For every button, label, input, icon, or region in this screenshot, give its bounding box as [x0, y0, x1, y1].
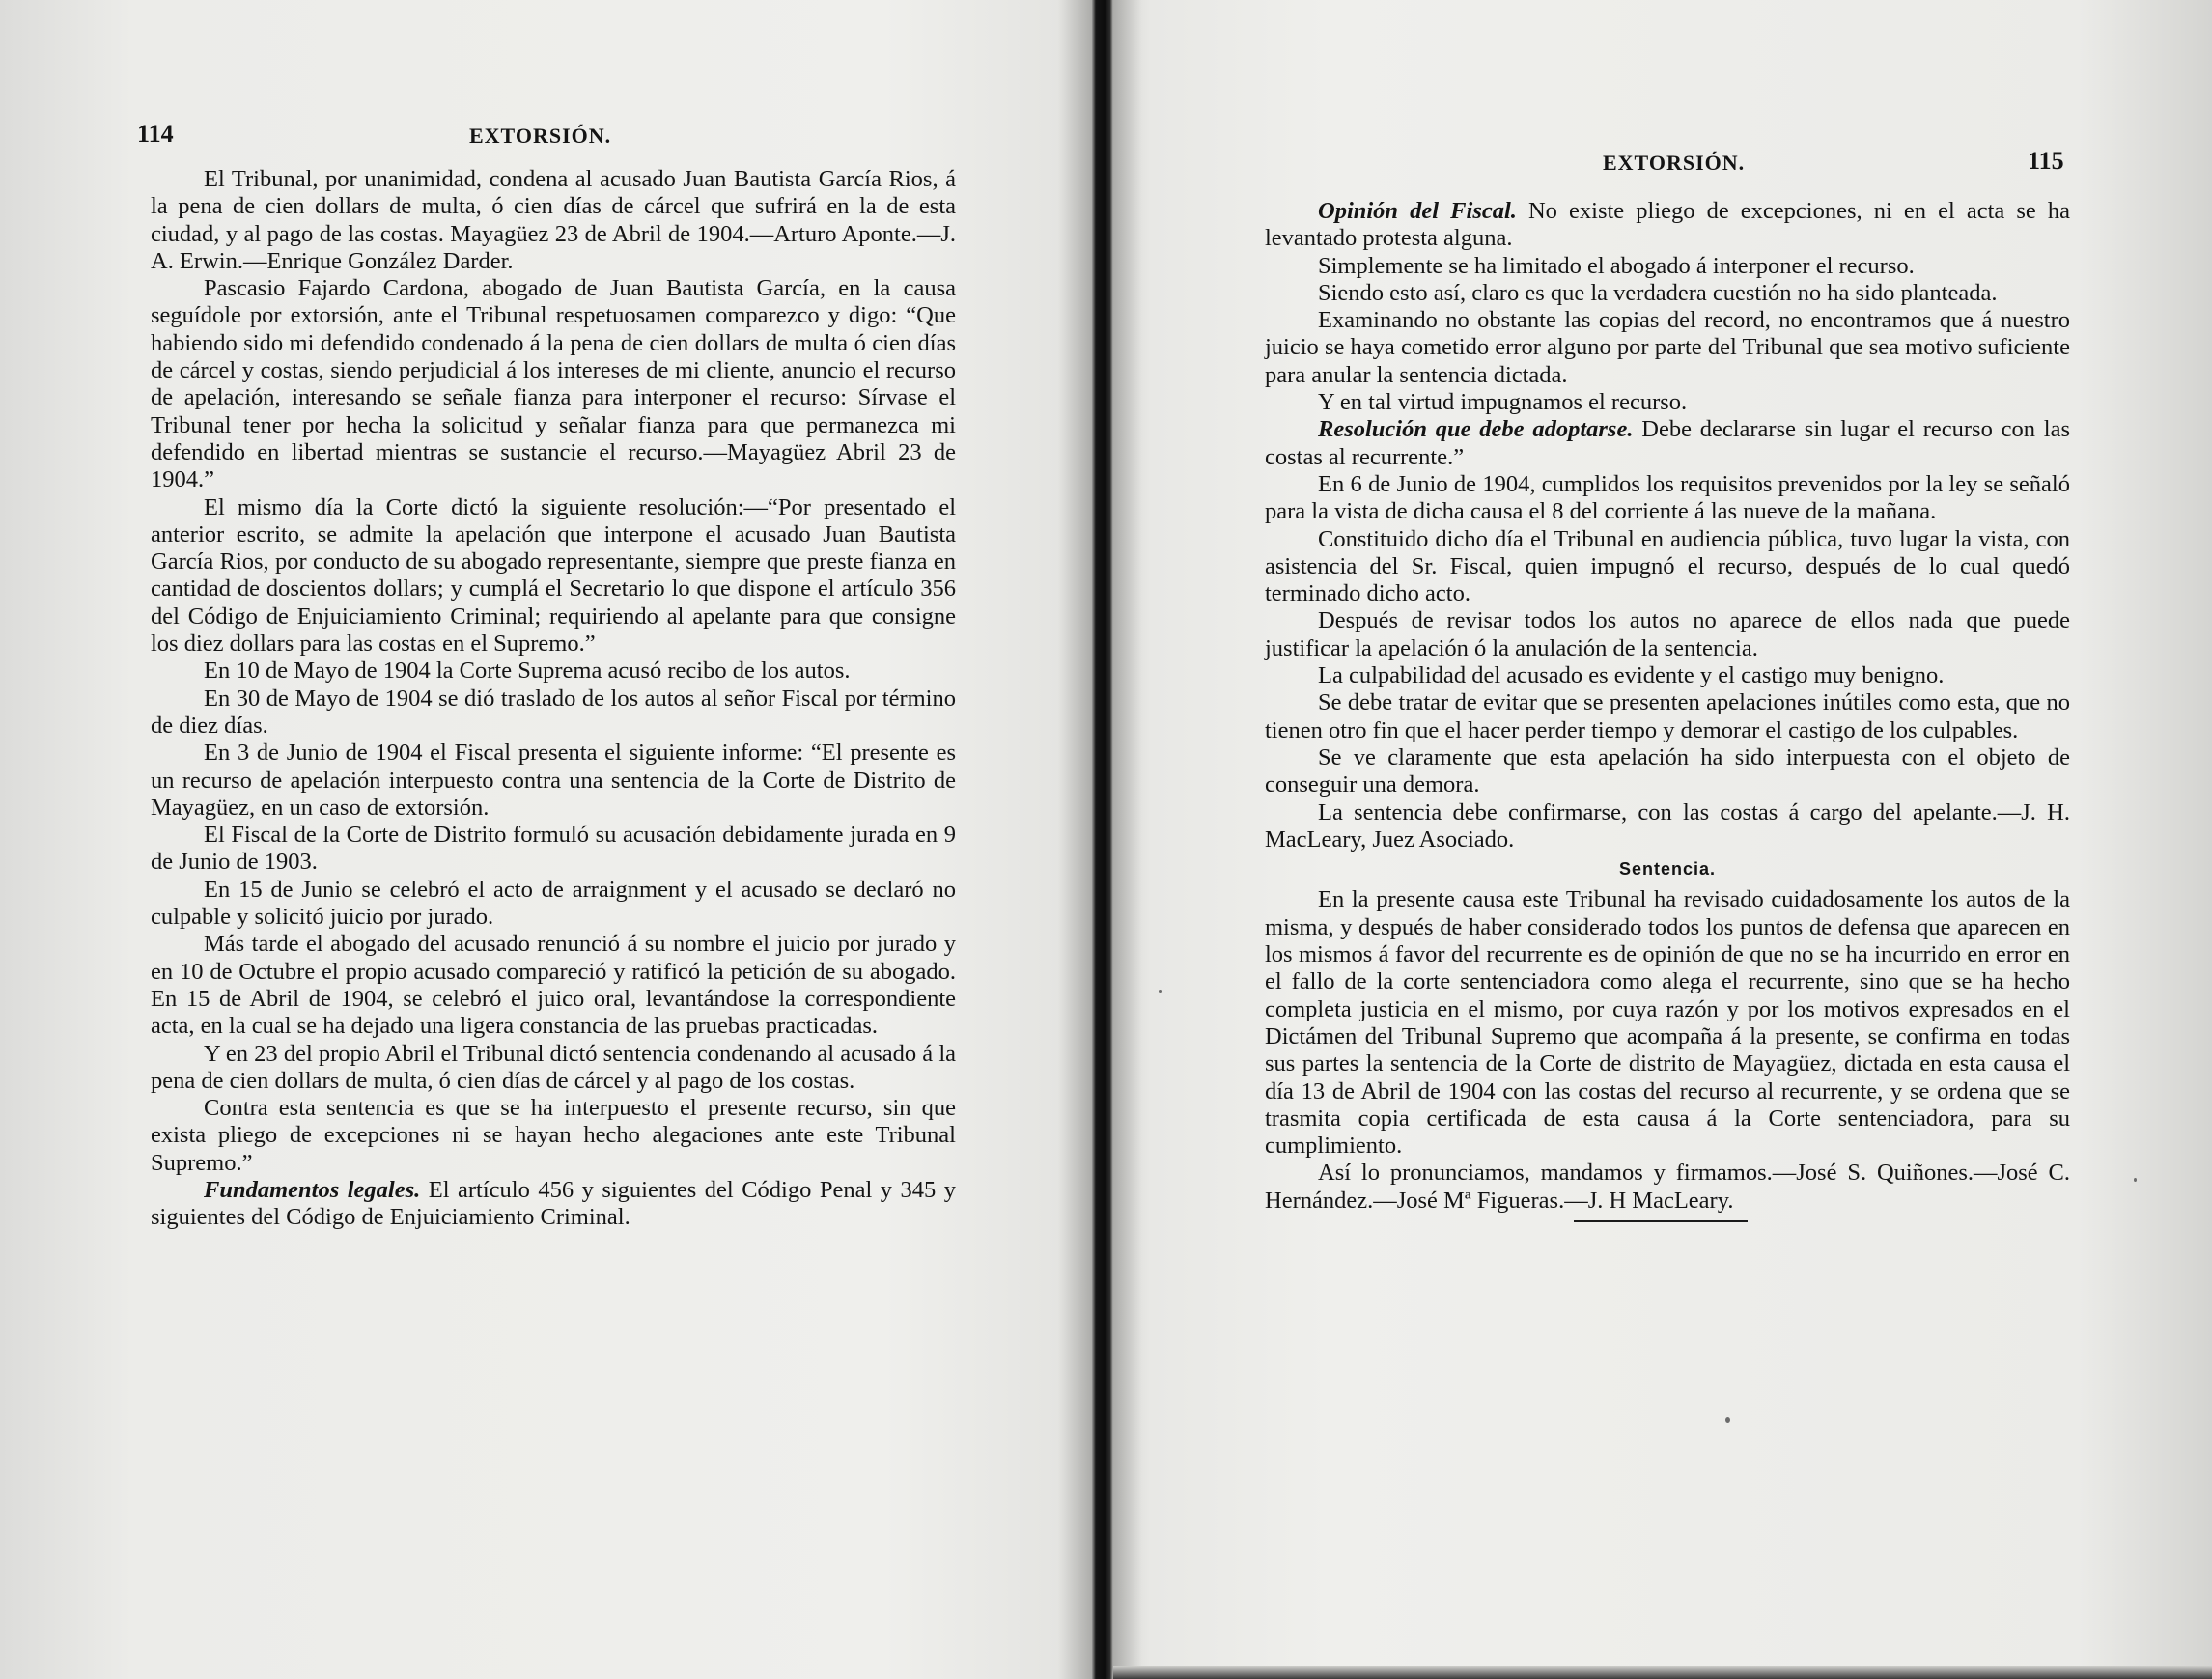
resolucion-paragraph — [1265, 416, 2070, 471]
opinion-paragraph — [1265, 198, 2070, 253]
left-paragraph: Pascasio Fajardo Cardona, abogado de Juan Bautista García, en la causa seguídole por extorsión, ante el Tribunal respetuosamen comparezco y digo: “Que habiendo sido mi defendido condenado á la pena de cien dollars de multa ó cien días de cárcel y costas, siendo perjudicial á los intereses de mi cliente, anuncio el recurso de apelación, interesando se señale fianza para interponer el recurso: Sírvase el Tribunal tener por hecha la solicitud y señalar fianza para que permanezca mi defendido en libertad mientras se sustancie el recurso.—Mayagüez Abril 23 de 1904.” — [151, 275, 956, 493]
right-paragraph: Después de revisar todos los autos no aparece de ellos nada que puede justificar la apelación ó la anulación de la sentencia. — [1265, 607, 2070, 661]
resolucion-label: Resolución que debe adoptarse. — [1318, 416, 1634, 443]
opinion-text: No existe pliego de excepciones, ni en el acta se ha levantado protesta alguna. — [1265, 198, 2070, 252]
right-text-block — [1265, 198, 2070, 1222]
left-paragraph: En 30 de Mayo de 1904 se dió traslado de los autos al señor Fiscal por término de diez días. — [151, 685, 956, 739]
book-gutter — [1092, 0, 1113, 1679]
left-paragraph: En 3 de Junio de 1904 el Fiscal presenta el siguiente informe: “El presente es un recurso de apelación interpuesto contra una sentencia de la Corte de Distrito de Mayagüez, en un caso de extorsión. — [151, 740, 956, 821]
right-paragraph: La sentencia debe confirmarse, con las costas á cargo del apelante.—J. H. MacLeary, Juez Asociado. — [1265, 798, 2070, 853]
opinion-label: Opinión del Fiscal. — [1318, 198, 1517, 224]
right-paragraph: Examinando no obstante las copias del record, no encontramos que á nuestro juicio se haya cometido error alguno por parte del Tribunal que sea motivo suficiente para anular la sentencia dictada. — [1265, 307, 2070, 388]
left-paragraph: El Tribunal, por unanimidad, condena al acusado Juan Bautista García Rios, á la pena de cien dollars de multa, ó cien días de cárcel que sufrirá en la de esta ciudad, y al pago de las costas. Mayagüez 23 de Abril de 1904.—Arturo Aponte.—J. A. Erwin.—Enrique González Darder. — [151, 166, 956, 274]
left-paragraph: En 10 de Mayo de 1904 la Corte Suprema acusó recibo de los autos. — [204, 658, 851, 685]
scan-speck — [2134, 1178, 2137, 1182]
right-paragraph: Se ve claramente que esta apelación ha sido interpuesta con el objeto de conseguir una demora. — [1265, 743, 2070, 798]
page-bottom-edge — [1113, 1666, 2212, 1679]
scan-speck — [1725, 1417, 1730, 1423]
right-paragraph: En la presente causa este Tribunal ha revisado cuidadosamente los autos de la misma, y después de haber considerado todos los puntos de defensa que aparecen en los mismos á favor del recurrente es de opinión de que no se ha incurrido en error en el fallo de la corte sentenciadora como alega el recurrente, sino que se ha hecho completa justicia en el mismo, por cuya razón y por los motivos expresados en el Dictámen del Tribunal Supremo que acompaña á la presente, se confirma en todas sus partes la sentencia de la Corte de distrito de Mayagüez, dictada en esta causa el día 13 de Abril de 1904 con las costas del recurso al recurrente, y se ordena que se trasmita copia certificada de esta causa á la Corte sentenciadora, para su cumplimiento. — [1265, 886, 2070, 1160]
right-paragraph: La culpabilidad del acusado es evidente y el castigo muy benigno. — [1318, 662, 1945, 689]
sentencia-heading: Sentencia. — [1618, 859, 1717, 880]
right-paragraph: En 6 de Junio de 1904, cumplidos los requisitos prevenidos por la ley se señaló para la vista de dicha causa el 8 del corriente á las nueve de la mañana. — [1265, 470, 2070, 525]
left-running-head: EXTORSIÓN. — [469, 124, 612, 148]
gutter-shadow-right — [1113, 0, 1142, 1679]
right-paragraph: Constituido dicho día el Tribunal en audiencia pública, tuvo lugar la vista, con asistencia del Sr. Fiscal, quien impugnó el recurso, después de lo cual quedó terminado dicho acto. — [1265, 525, 2070, 607]
closing-rule — [1574, 1220, 1748, 1222]
right-paragraph: Se debe tratar de evitar que se presenten apelaciones inútiles como esta, que no tienen otro fin que el hacer perder tiempo y demorar el castigo de los culpables. — [1265, 689, 2070, 743]
fundamentos-label: Fundamentos legales. — [204, 1176, 421, 1203]
scan-speck — [1159, 990, 1162, 993]
left-page-number: 114 — [137, 120, 174, 148]
left-paragraph: Y en 23 del propio Abril el Tribunal dictó sentencia condenando al acusado á la pena de cien dollars de multa, ó cien días de cárcel y al pago de los costas. — [151, 1040, 956, 1094]
right-paragraph: Así lo pronunciamos, mandamos y firmamos.—José S. Quiñones.—José C. Hernández.—José Mª Figueras.—J. H MacLeary. — [1265, 1160, 2070, 1214]
right-running-head: EXTORSIÓN. — [1603, 151, 1746, 175]
left-paragraph: En 15 de Junio se celebró el acto de arraignment y el acusado se declaró no culpable y solicitó juicio por jurado. — [151, 876, 956, 931]
left-paragraph: Contra esta sentencia es que se ha interpuesto el presente recurso, sin que exista pliego de excepciones ni se hayan hecho alegaciones ante este Tribunal Supremo.” — [151, 1095, 956, 1176]
resolucion-text: Debe declararse sin lugar el recurso con las costas al recurrente.” — [1265, 416, 2070, 470]
right-paragraph: Y en tal virtud impugnamos el recurso. — [1318, 389, 1688, 416]
left-text-block — [151, 166, 956, 1232]
right-page-number: 115 — [2028, 147, 2064, 175]
gutter-shadow-left — [1057, 0, 1092, 1679]
right-paragraph: Simplemente se ha limitado el abogado á interponer el recurso. — [1318, 252, 1915, 279]
right-paragraph: Siendo esto así, claro es que la verdadera cuestión no ha sido planteada. — [1318, 279, 1998, 306]
left-paragraph: Más tarde el abogado del acusado renunció á su nombre el juicio por jurado y en 10 de Octubre el propio acusado compareció y ratificó la petición de su abogado. En 15 de Abril de 1904, se celebró el juico oral, levantándose la correspondiente acta, en la cual se ha dejado una ligera constancia de las pruebas practicadas. — [151, 931, 956, 1040]
fundamentos-paragraph — [151, 1177, 956, 1232]
left-paragraph: El mismo día la Corte dictó la siguiente resolución:—“Por presentado el anterior escrito, se admite la apelación que interpone el acusado Juan Bautista García Rios, por conducto de su abogado representante, siempre que preste fianza en cantidad de doscientos dollars; y cumplá el Secretario lo que dispone el artículo 356 del Código de Enjuiciamiento Criminal; requiriendo al apelante para que consigne los diez dollars para las costas en el Supremo.” — [151, 493, 956, 658]
left-paragraph: El Fiscal de la Corte de Distrito formuló su acusación debidamente jurada en 9 de Junio de 1903. — [151, 822, 956, 876]
fundamentos-text: El artículo 456 y siguientes del Código Penal y 345 y siguientes del Código de Enjuiciamiento Criminal. — [151, 1176, 956, 1231]
